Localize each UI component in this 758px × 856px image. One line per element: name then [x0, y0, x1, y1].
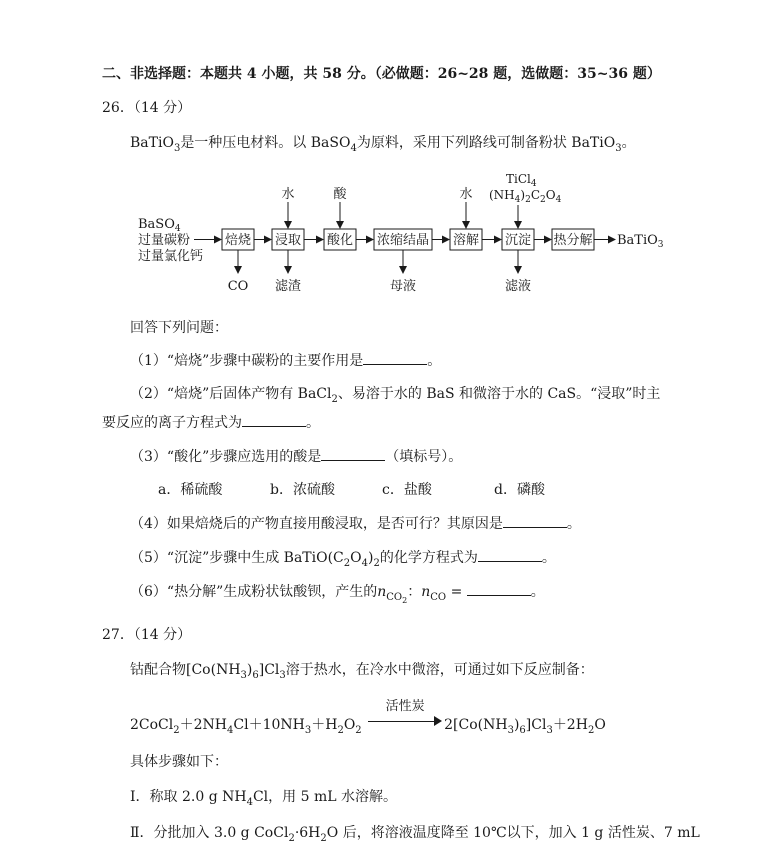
q26-part-5: （5）“沉淀”步骤中生成 $BaTiO(C_2O_4)_2$的化学方程式为 。 [130, 547, 556, 568]
step-label-leaching: 浸取 [274, 233, 302, 248]
output-mother-liquor: 母液 [389, 279, 417, 294]
top-input-ticl4: TiCl$_4$ [506, 172, 537, 189]
flow-input-baso4: BaSO$_4$ [138, 217, 181, 234]
answer-prompt: 回答下列问题： [130, 320, 228, 336]
process-flow-diagram [0, 0, 758, 310]
flow-input-cacl2: 过量氯化钙 [138, 249, 204, 264]
flow-input-carbon: 过量碳粉 [138, 233, 191, 248]
question-26-number: 26．（14 分） [102, 100, 192, 116]
output-residue: 滤渣 [274, 279, 302, 294]
q27-intro: 钴配合物$[Co(NH_3)_6]Cl_3$溶于热水，在冷水中微溶，可通过如下反应制备： [130, 662, 594, 681]
section-header: 二、非选择题：本题共 4 小题，共 58 分。（必做题：26~28 题，选做题：35~36 题） [102, 66, 661, 82]
q26-part-1: （1）“焙烧”步骤中碳粉的主要作用是 。 [130, 350, 441, 371]
output-filtrate: 滤液 [504, 279, 532, 294]
top-input-water-1: 水 [281, 187, 295, 202]
step-label-concentrate: 浓缩结晶 [376, 233, 430, 248]
output-co: CO [227, 279, 249, 294]
option-c: c．盐酸 [382, 482, 432, 498]
option-a: a．稀硫酸 [158, 482, 223, 498]
catalyst-label: 活性炭 [385, 699, 425, 714]
answer-blank-4[interactable] [503, 513, 567, 528]
q27-steps-title: 具体步骤如下： [130, 754, 228, 770]
answer-blank-2[interactable] [242, 412, 306, 427]
q27-step-1: Ⅰ．称取 2.0 g $NH_4Cl$，用 5 mL 水溶解。 [130, 789, 397, 808]
top-input-acid: 酸 [333, 187, 347, 202]
option-b: b．浓硫酸 [270, 482, 335, 498]
step-label-decompose: 热分解 [553, 233, 593, 248]
option-d: d．磷酸 [494, 482, 545, 498]
answer-blank-5[interactable] [478, 547, 542, 562]
top-input-oxalate: $(NH_4)_2C_2O_4$ [489, 188, 562, 205]
step-label-dissolve: 溶解 [452, 233, 480, 248]
q26-part-2: （2）“焙烧”后固体产物有 BaCl$_2$、易溶于水的 BaS 和微溶于水的 CaS。“浸取”时主 [130, 386, 661, 405]
answer-blank-3[interactable] [321, 446, 385, 461]
q26-part-6: （6）“热分解”生成粉状钛酸钡，产生的$n_{CO_2}$：$n_{CO}$ = 。 [130, 581, 545, 602]
q26-intro: BaTiO$_3$是一种压电材料。以 BaSO$_4$为原料，采用下列路线可制备粉状 BaTiO$_3$。 [130, 135, 636, 154]
step-label-acidify: 酸化 [326, 233, 354, 248]
q27-step-2: Ⅱ．分批加入 3.0 g $CoCl_2\cdot 6H_2O$ 后，将溶液温度降至 10℃以下，加入 1 g 活性炭、7 mL [130, 825, 700, 844]
question-27-number: 27．（14 分） [102, 627, 192, 643]
top-input-water-2: 水 [459, 187, 473, 202]
q26-part-3: （3）“酸化”步骤应选用的酸是 （填标号）。 [130, 446, 462, 467]
reaction-arrow [366, 699, 444, 729]
q26-part-4: （4）如果焙烧后的产物直接用酸浸取，是否可行？其原因是 。 [130, 513, 581, 534]
q27-equation: $2CoCl_2+2NH_4Cl+10NH_3+H_2O_2$ 活性炭 $2[Co(NH_3)_6]Cl_3+2H_2O$ [130, 699, 606, 736]
step-label-roasting: 焙烧 [224, 233, 252, 248]
step-label-precipitate: 沉淀 [504, 233, 532, 248]
flow-product: BaTiO$_3$ [617, 233, 664, 250]
answer-blank-6[interactable] [467, 581, 531, 596]
answer-blank-1[interactable] [363, 350, 427, 365]
q26-part-2-cont: 要反应的离子方程式为 。 [102, 412, 320, 433]
